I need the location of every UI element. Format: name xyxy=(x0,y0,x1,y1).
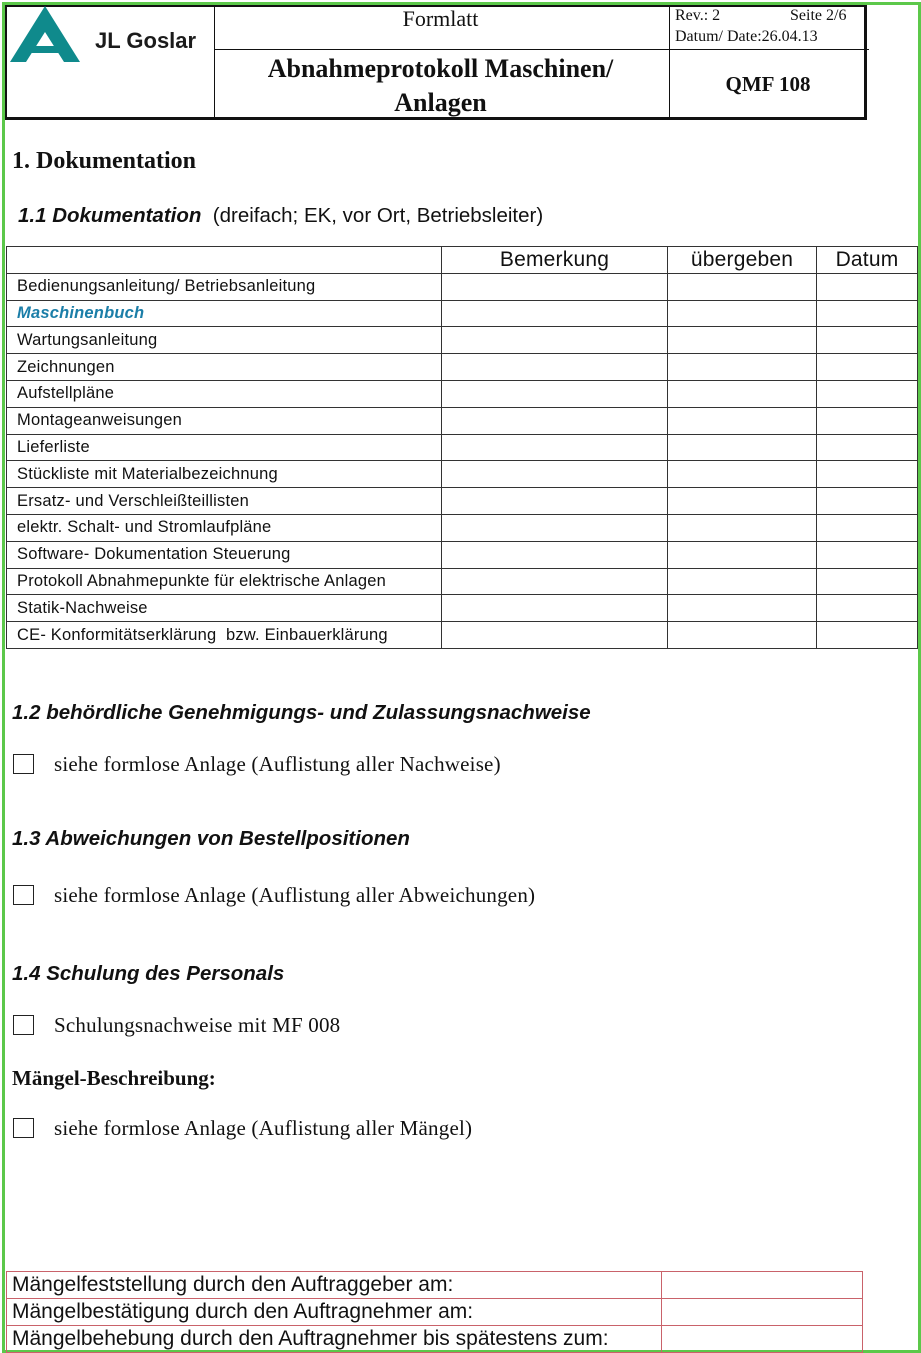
table-row xyxy=(7,568,918,595)
datum-cell[interactable] xyxy=(817,273,918,300)
column-header-datum: Datum xyxy=(817,247,918,274)
bemerkung-cell[interactable] xyxy=(442,407,668,434)
maengel-checkbox-label: siehe formlose Anlage (Auflistung aller Mängel) xyxy=(54,1116,473,1140)
row-label: Software- Dokumentation Steuerung xyxy=(7,541,442,568)
logo-text: JL Goslar xyxy=(95,28,197,53)
datum-cell[interactable] xyxy=(817,407,918,434)
bemerkung-cell[interactable] xyxy=(442,514,668,541)
bemerkung-cell[interactable] xyxy=(442,434,668,461)
bemerkung-cell[interactable] xyxy=(442,327,668,354)
table-row xyxy=(7,488,918,515)
datum-cell[interactable] xyxy=(817,514,918,541)
row-label: Lieferliste xyxy=(7,434,442,461)
table-row xyxy=(7,541,918,568)
datum-cell[interactable] xyxy=(817,488,918,515)
nachweise-checkbox[interactable] xyxy=(13,754,34,774)
row-label: Aufstellpläne xyxy=(7,380,442,407)
schulung-checkbox-label: Schulungsnachweise mit MF 008 xyxy=(54,1013,341,1037)
datum-cell[interactable] xyxy=(817,622,918,649)
uebergeben-cell[interactable] xyxy=(668,434,817,461)
schulung-checkbox[interactable] xyxy=(13,1015,34,1035)
row-label: elektr. Schalt- und Stromlaufpläne xyxy=(7,514,442,541)
uebergeben-cell[interactable] xyxy=(668,300,817,327)
table-row xyxy=(7,1272,863,1299)
table-row xyxy=(7,434,918,461)
section-1-2-title: 1.2 behördliche Genehmigungs- und Zulassungsnachweise xyxy=(12,701,591,724)
section-1-1-heading xyxy=(18,204,543,228)
title-line-2: Anlagen xyxy=(394,88,487,117)
datum-cell[interactable] xyxy=(817,300,918,327)
row-label: Ersatz- und Verschleißteillisten xyxy=(7,488,442,515)
date-entry-cell[interactable] xyxy=(662,1326,863,1353)
page-number: Seite 2/6 xyxy=(790,7,847,24)
bemerkung-cell[interactable] xyxy=(442,541,668,568)
uebergeben-cell[interactable] xyxy=(668,488,817,515)
table-row xyxy=(7,327,918,354)
title-line-1: Abnahmeprotokoll Maschinen/ xyxy=(267,54,614,83)
abweichungen-checkbox[interactable] xyxy=(13,885,34,905)
row-label: Mängelbehebung durch den Auftragnehmer bis spätestens zum: xyxy=(7,1326,662,1353)
uebergeben-cell[interactable] xyxy=(668,595,817,622)
table-row xyxy=(7,622,918,649)
bemerkung-cell[interactable] xyxy=(442,595,668,622)
table-row xyxy=(7,595,918,622)
bemerkung-cell[interactable] xyxy=(442,461,668,488)
table-row xyxy=(7,354,918,381)
row-label: Maschinenbuch xyxy=(7,300,442,327)
row-label: Protokoll Abnahmepunkte für elektrische Anlagen xyxy=(7,568,442,595)
bemerkung-cell[interactable] xyxy=(442,380,668,407)
bemerkung-cell[interactable] xyxy=(442,354,668,381)
table-row xyxy=(7,273,918,300)
bemerkung-cell[interactable] xyxy=(442,488,668,515)
table-row xyxy=(7,300,918,327)
uebergeben-cell[interactable] xyxy=(668,568,817,595)
bemerkung-cell[interactable] xyxy=(442,568,668,595)
uebergeben-cell[interactable] xyxy=(668,354,817,381)
documentation-table xyxy=(6,246,918,649)
revision-date: Datum/ Date:26.04.13 xyxy=(675,28,818,45)
row-label: CE- Konformitätserklärung bzw. Einbauerklärung xyxy=(7,622,442,649)
datum-cell[interactable] xyxy=(817,568,918,595)
bemerkung-cell[interactable] xyxy=(442,300,668,327)
datum-cell[interactable] xyxy=(817,595,918,622)
page-title xyxy=(214,52,667,120)
bemerkung-cell[interactable] xyxy=(442,622,668,649)
table-row xyxy=(7,1299,863,1326)
uebergeben-cell[interactable] xyxy=(668,461,817,488)
datum-cell[interactable] xyxy=(817,380,918,407)
row-label: Statik-Nachweise xyxy=(7,595,442,622)
table-row xyxy=(7,514,918,541)
uebergeben-cell[interactable] xyxy=(668,541,817,568)
section-1-4-title: 1.4 Schulung des Personals xyxy=(12,962,285,985)
table-row xyxy=(7,407,918,434)
date-entry-cell[interactable] xyxy=(662,1272,863,1299)
row-label: Montageanweisungen xyxy=(7,407,442,434)
datum-cell[interactable] xyxy=(817,541,918,568)
row-label: Mängelfeststellung durch den Auftraggeber am: xyxy=(7,1272,662,1299)
row-label: Wartungsanleitung xyxy=(7,327,442,354)
uebergeben-cell[interactable] xyxy=(668,327,817,354)
table-header-row xyxy=(7,247,918,274)
section-1-1-title: 1.1 Dokumentation xyxy=(18,204,202,227)
table-header-cell xyxy=(7,247,442,274)
form-code: QMF 108 xyxy=(725,72,811,96)
maengel-title: Mängel-Beschreibung: xyxy=(12,1066,216,1090)
uebergeben-cell[interactable] xyxy=(668,380,817,407)
form-label: Formlatt xyxy=(402,6,479,31)
column-header-uebergeben: übergeben xyxy=(668,247,817,274)
uebergeben-cell[interactable] xyxy=(668,622,817,649)
logo-icon xyxy=(10,6,80,64)
table-row xyxy=(7,1326,863,1353)
abweichungen-checkbox-label: siehe formlose Anlage (Auflistung aller Abweichungen) xyxy=(54,883,536,907)
maengel-checkbox[interactable] xyxy=(13,1118,34,1138)
uebergeben-cell[interactable] xyxy=(668,407,817,434)
column-header-bemerkung: Bemerkung xyxy=(442,247,668,274)
uebergeben-cell[interactable] xyxy=(668,514,817,541)
table-row xyxy=(7,461,918,488)
row-label: Bedienungsanleitung/ Betriebsanleitung xyxy=(7,273,442,300)
row-label: Zeichnungen xyxy=(7,354,442,381)
datum-cell[interactable] xyxy=(817,461,918,488)
table-row xyxy=(7,380,918,407)
revision: Rev.: 2 xyxy=(675,7,721,24)
row-label: Stückliste mit Materialbezeichnung xyxy=(7,461,442,488)
section-1-title: 1. Dokumentation xyxy=(12,148,197,174)
date-entry-cell[interactable] xyxy=(662,1299,863,1326)
row-label: Mängelbestätigung durch den Auftragnehmer am: xyxy=(7,1299,662,1326)
section-1-1-subtitle: (dreifach; EK, vor Ort, Betriebsleiter) xyxy=(212,204,544,227)
section-1-3-title: 1.3 Abweichungen von Bestellpositionen xyxy=(12,827,410,850)
bemerkung-cell[interactable] xyxy=(442,273,668,300)
uebergeben-cell[interactable] xyxy=(668,273,817,300)
datum-cell[interactable] xyxy=(817,354,918,381)
datum-cell[interactable] xyxy=(817,434,918,461)
maengel-tracking-table xyxy=(6,1271,863,1353)
nachweise-checkbox-label: siehe formlose Anlage (Auflistung aller Nachweise) xyxy=(54,752,501,776)
datum-cell[interactable] xyxy=(817,327,918,354)
